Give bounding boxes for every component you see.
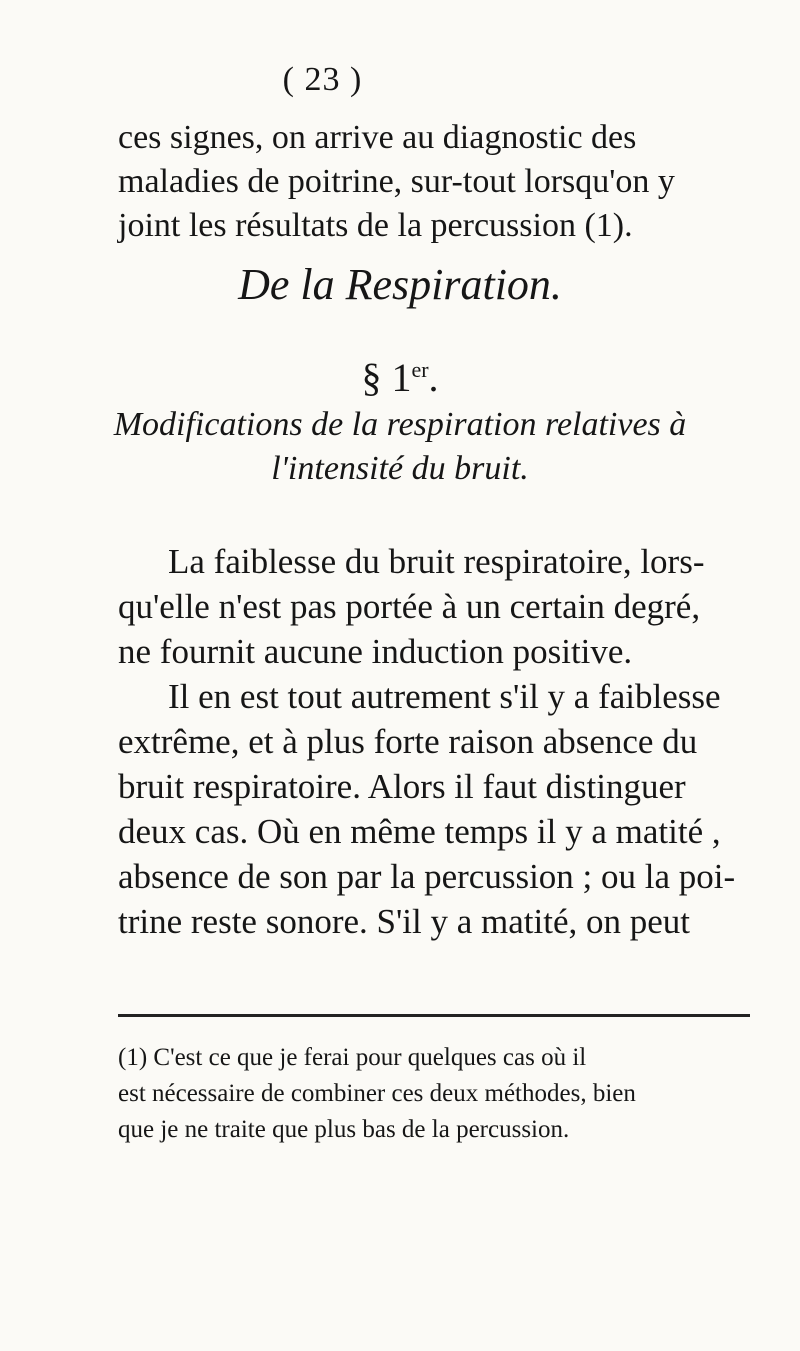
footnote-line: que je ne traite que plus bas de la percussion.: [118, 1116, 570, 1143]
main-text-line: absence de son par la percussion ; ou la poi-: [118, 857, 736, 896]
paragraph-number-suffix: er: [411, 357, 429, 382]
opening-text-line: ces signes, on arrive au diagnostic des: [118, 119, 637, 156]
paragraph-marker: [0, 347, 800, 401]
main-text-line: Il en est tout autrement s'il y a faiblesse: [168, 677, 721, 716]
main-text-line: bruit respiratoire. Alors il faut distinguer: [118, 767, 686, 806]
main-text-line: ne fournit aucune induction positive.: [118, 632, 633, 671]
subtitle-line: l'intensité du bruit.: [271, 450, 529, 487]
main-text-line: qu'elle n'est pas portée à un certain degré,: [118, 587, 701, 626]
paragraph-number: 1: [391, 355, 412, 400]
opening-text-line: maladies de poitrine, sur-tout lorsqu'on y: [118, 163, 675, 200]
main-text-line: deux cas. Où en même temps il y a matité ,: [118, 812, 721, 851]
main-text-line: trine reste sonore. S'il y a matité, on peut: [118, 902, 690, 941]
footnote-line: est nécessaire de combiner ces deux méthodes, bien: [118, 1080, 636, 1107]
paragraph-symbol: §: [361, 355, 382, 400]
main-text-line: extrême, et à plus forte raison absence du: [118, 722, 698, 761]
page-number: ( 23 ): [282, 61, 363, 98]
footnote-divider: [118, 1014, 750, 1017]
opening-text-line: joint les résultats de la percussion (1).: [118, 207, 633, 244]
footnote-line: (1) C'est ce que je ferai pour quelques cas où il: [118, 1044, 587, 1071]
paragraph-marker-period: .: [428, 355, 439, 400]
subtitle-line: Modifications de la respiration relatives à: [113, 406, 687, 443]
main-text-line: La faiblesse du bruit respiratoire, lors-: [168, 542, 705, 581]
section-title: De la Respiration.: [238, 260, 562, 309]
